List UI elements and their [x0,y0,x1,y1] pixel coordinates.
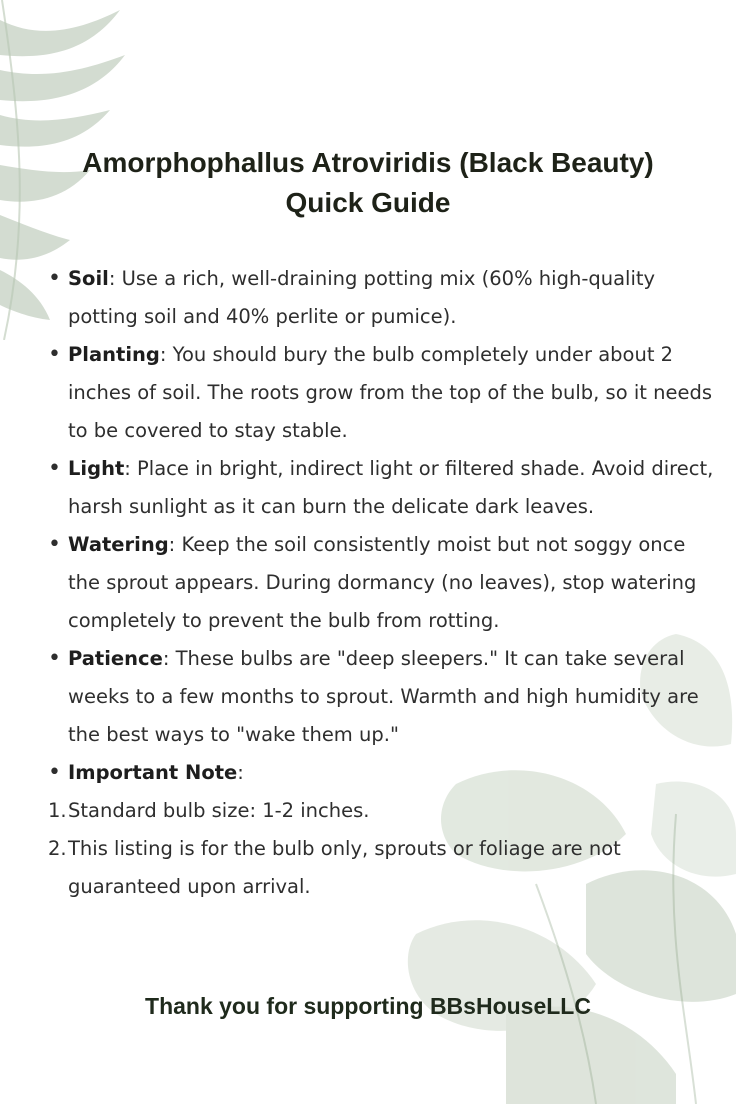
bullet: • [48,760,61,785]
note-text: This listing is for the bulb only, sprouts or foliage are not guaranteed upon arrival. [68,837,621,898]
title-line-1: Amorphophallus Atroviridis (Black Beauty) [82,147,654,178]
item-text: : Place in bright, indirect light or filtered shade. Avoid direct, harsh sunlight as it can burn the delicate dark leaves. [68,457,714,518]
title-line-2: Quick Guide [285,187,451,218]
numbered-note-2 [48,830,720,906]
list-item-important-note [48,754,720,792]
item-text: : You should bury the bulb completely under about 2 inches of soil. The roots grow from the top of the bulb, so it needs to be covered to stay stable. [68,343,712,442]
item-label: Soil [68,267,109,290]
note-number: 2. [48,837,67,860]
item-label: Watering [68,533,169,556]
bullet: • [48,266,61,291]
numbered-note-1 [48,792,720,830]
item-text: : [237,761,244,784]
bullet: • [48,646,61,671]
note-number: 1. [48,799,67,822]
item-label: Important Note [68,761,238,784]
list-item-watering [48,526,720,640]
thank-you-footer: Thank you for supporting BBsHouseLLC [145,993,591,1019]
item-text: : These bulbs are "deep sleepers." It can take several weeks to a few months to sprout. Warmth and high humidity are the best ways to "wake them up." [68,647,699,746]
list-item-patience [48,640,720,754]
item-text: : Keep the soil consistently moist but not soggy once the sprout appears. During dormancy (no leaves), stop watering completely to prevent the bulb from rotting. [68,533,697,632]
bullet: • [48,456,61,481]
list-item-soil [48,260,720,336]
list-item-planting [48,336,720,450]
page-title [0,143,736,223]
bullet: • [48,532,61,557]
item-label: Patience [68,647,163,670]
item-text: : Use a rich, well-draining potting mix (60% high-quality potting soil and 40% perlite or pumice). [68,267,656,328]
list-item-light [48,450,720,526]
bullet: • [48,342,61,367]
note-text: Standard bulb size: 1-2 inches. [68,799,370,822]
item-label: Light [68,457,125,480]
item-label: Planting [68,343,160,366]
care-guide-list [48,260,720,906]
